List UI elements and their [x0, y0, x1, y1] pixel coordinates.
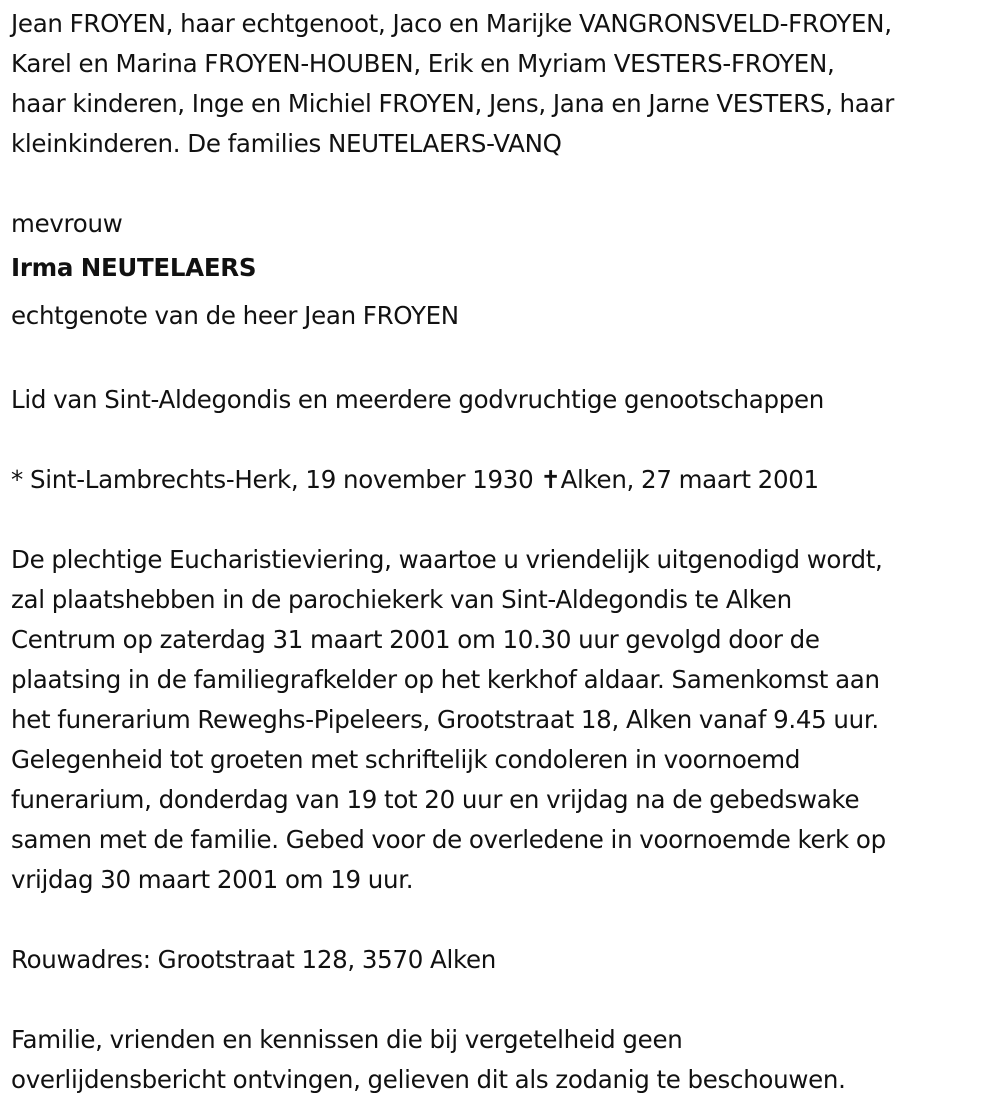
membership-line: Lid van Sint-Aldegondis en meerdere godvruchtige genootschappen — [11, 385, 824, 414]
ceremony-line: zal plaatshebben in de parochiekerk van Sint-Aldegondis te Alken — [11, 585, 792, 614]
spacer — [11, 980, 996, 1020]
family-line: haar kinderen, Inge en Michiel FROYEN, Jens, Jana en Jarne VESTERS, haar — [11, 89, 894, 118]
mourning-address: Rouwadres: Grootstraat 128, 3570 Alken — [11, 945, 496, 974]
ceremony-paragraph — [11, 540, 996, 900]
deceased-name: Irma NEUTELAERS — [11, 253, 257, 282]
ceremony-line: het funerarium Reweghs-Pipeleers, Grootstraat 18, Alken vanaf 9.45 uur. — [11, 705, 879, 734]
ceremony-line: funerarium, donderdag van 19 tot 20 uur en vrijdag na de gebedswake — [11, 785, 860, 814]
ceremony-line: Gelegenheid tot groeten met schriftelijk condoleren in voornoemd — [11, 745, 801, 774]
closing-paragraph — [11, 1020, 996, 1100]
spacer — [11, 340, 996, 380]
spacer — [11, 500, 996, 540]
closing-line: overlijdensbericht ontvingen, gelieven dit als zodanig te beschouwen. — [11, 1065, 846, 1094]
ceremony-line: samen met de familie. Gebed voor de overledene in voornoemde kerk op — [11, 825, 886, 854]
death-announcement — [11, 4, 996, 1100]
family-paragraph — [11, 4, 996, 164]
family-line: Jean FROYEN, haar echtgenoot, Jaco en Marijke VANGRONSVELD-FROYEN, — [11, 9, 892, 38]
spacer — [11, 900, 996, 940]
family-line: Karel en Marina FROYEN-HOUBEN, Erik en Myriam VESTERS-FROYEN, — [11, 49, 835, 78]
honorific: mevrouw — [11, 209, 123, 238]
birth-death-line: * Sint-Lambrechts-Herk, 19 november 1930 ✝Alken, 27 maart 2001 — [11, 465, 819, 494]
closing-line: Familie, vrienden en kennissen die bij vergetelheid geen — [11, 1025, 683, 1054]
ceremony-line: Centrum op zaterdag 31 maart 2001 om 10.30 uur gevolgd door de — [11, 625, 820, 654]
spouse-line: echtgenote van de heer Jean FROYEN — [11, 301, 459, 330]
ceremony-line: De plechtige Eucharistieviering, waartoe u vriendelijk uitgenodigd wordt, — [11, 545, 883, 574]
spacer — [11, 164, 996, 204]
ceremony-line: vrijdag 30 maart 2001 om 19 uur. — [11, 865, 414, 894]
spacer — [11, 420, 996, 460]
ceremony-line: plaatsing in de familiegrafkelder op het kerkhof aldaar. Samenkomst aan — [11, 665, 880, 694]
family-line: kleinkinderen. De families NEUTELAERS-VANQ — [11, 129, 562, 158]
